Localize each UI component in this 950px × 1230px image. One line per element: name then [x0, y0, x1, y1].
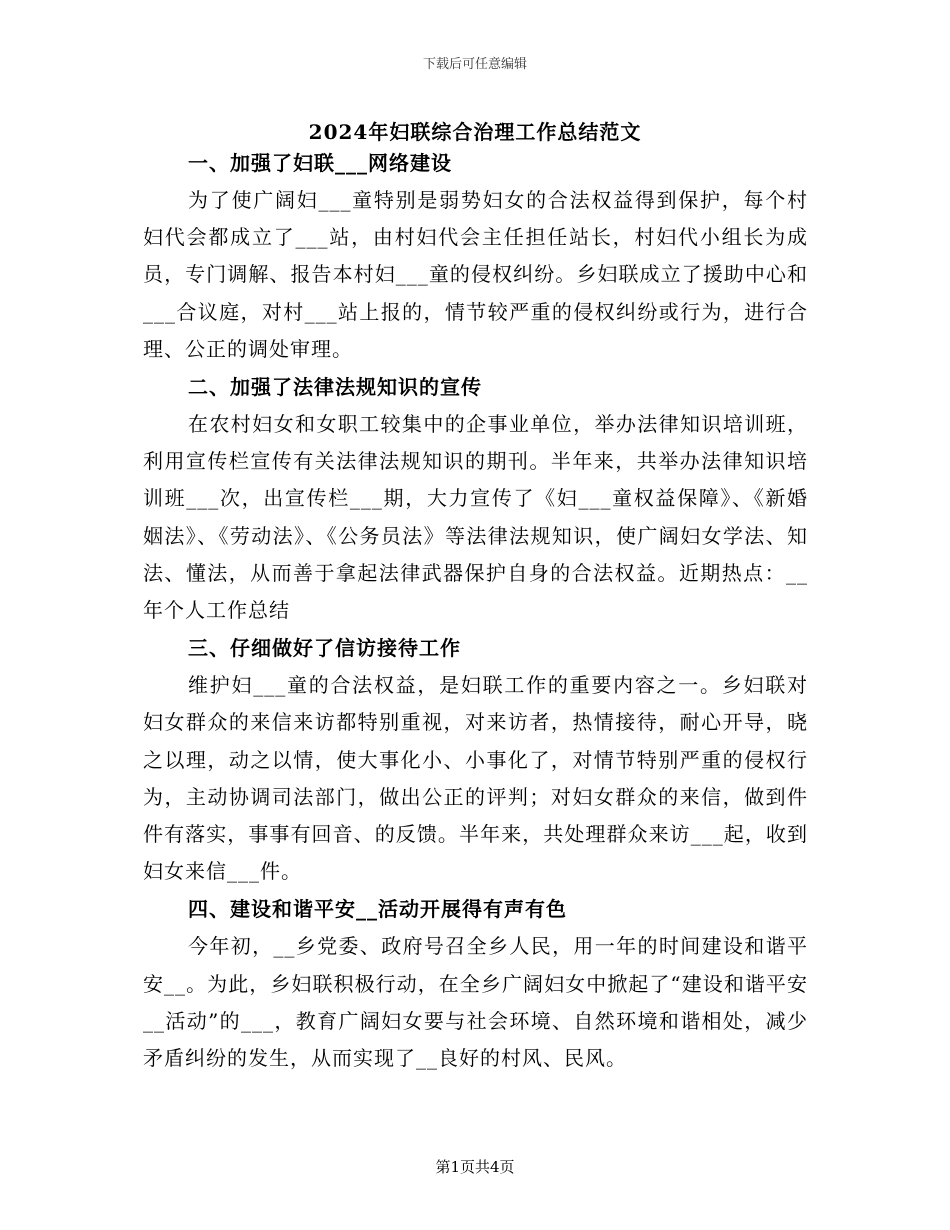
section-paragraph: 维护妇___童的合法权益，是妇联工作的重要内容之一。乡妇联对妇女群众的来信来访都特别重视，对来访者，热情接待，耐心开导，晓之以理，动之以情，使大事化小、小事化了，对情节特别严重的侵权行为，主动协调司法部门，做出公正的评判；对妇女群众的来信，做到件件有落实，事事有回音、的反馈。半年来，共处理群众来访___起，收到妇女来信___件。 — [143, 673, 808, 884]
header-note: 下载后可任意编辑 — [422, 57, 527, 72]
section-1 — [143, 144, 808, 368]
section-paragraph: 在农村妇女和女职工较集中的企事业单位，举办法律知识培训班，利用宣传栏宣传有关法律法规知识的期刊。半年来，共举办法律知识培训班___次，出宣传栏___期，大力宣传了《妇___童权益保障》、《新婚姻法》、《劳动法》、《公务员法》等法律法规知识，使广阔妇女学法、知法、懂法，从而善于拿起法律武器保护自身的合法权益。近期热点：__年个人工作总结 — [143, 412, 808, 623]
section-paragraph: 为了使广阔妇___童特别是弱势妇女的合法权益得到保护，每个村妇代会都成立了___站，由村妇代会主任担任站长，村妇代小组长为成员，专门调解、报告本村妇___童的侵权纠纷。乡妇联成立了援助中心和___合议庭，对村___站上报的，情节较严重的侵权纠纷或行为，进行合理、公正的调处审理。 — [143, 188, 808, 361]
section-4 — [143, 890, 808, 1077]
section-heading: 四、建设和谐平安__活动开展得有声有色 — [188, 897, 567, 922]
page-indicator: 第1页共4页 — [435, 1158, 515, 1176]
document-body — [143, 144, 808, 1077]
section-paragraph: 今年初，__乡党委、政府号召全乡人民，用一年的时间建设和谐平安__。为此，乡妇联积极行动，在全乡广阔妇女中掀起了“建设和谐平安__活动”的___，教育广阔妇女要与社会环境、自然环境和谐相处，减少矛盾纠纷的发生，从而实现了__良好的村风、民风。 — [143, 934, 808, 1071]
section-heading: 二、加强了法律法规知识的宣传 — [188, 375, 482, 400]
section-3 — [143, 629, 808, 890]
section-heading: 一、加强了妇联___网络建设 — [188, 151, 452, 175]
document-title: 2024年妇联综合治理工作总结范文 — [308, 120, 642, 144]
section-2 — [143, 368, 808, 629]
section-heading: 三、仔细做好了信访接待工作 — [188, 636, 461, 661]
